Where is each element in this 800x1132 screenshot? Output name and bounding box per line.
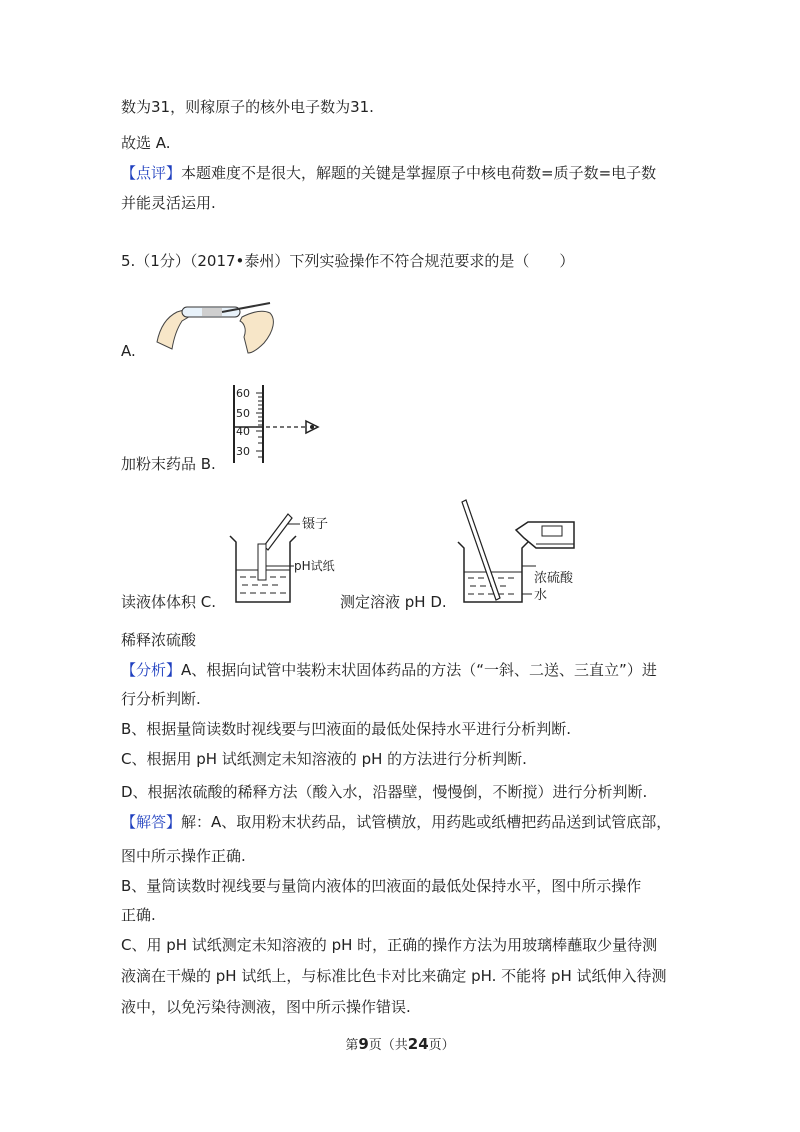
footer-post: 页） xyxy=(428,1038,455,1053)
figure-d-dilution xyxy=(456,498,616,608)
analysis-a xyxy=(121,660,657,680)
footer-page-number: 9 xyxy=(358,1035,369,1053)
answer-c-2: 液滴在干燥的 pH 试纸上，与标准比色卡对比来确定 pH. 不能将 pH 试纸伸入待测 xyxy=(121,967,667,985)
review-tag: 【点评】 xyxy=(121,164,182,182)
tweezers-icon xyxy=(264,514,292,550)
intro-line-2: 故选 A. xyxy=(121,134,171,152)
glass-rod-icon xyxy=(462,500,500,600)
analysis-a-2: 行分析判断. xyxy=(121,690,201,708)
answer-a-text: 解：A、取用粉末状药品，试管横放，用药匙或纸槽把药品送到试管底部， xyxy=(181,813,672,831)
answer-b: B、量筒读数时视线要与量筒内液体的凹液面的最低处保持水平，图中所示操作 xyxy=(121,877,642,895)
footer-pre: 第 xyxy=(345,1038,359,1053)
figure-b-cylinder-reading xyxy=(226,385,326,467)
cylinder-tick-40: 40 xyxy=(236,425,250,438)
review-line-2: 并能灵活运用. xyxy=(121,194,216,212)
label-tweezers: 镊子 xyxy=(302,517,329,532)
answer-c: C、用 pH 试纸测定未知溶液的 pH 时，正确的操作方法为用玻璃棒蘸取少量待测 xyxy=(121,936,658,954)
label-ph-paper: pH试纸 xyxy=(294,559,335,573)
answer-a xyxy=(121,812,671,832)
answer-tag: 【解答】 xyxy=(121,813,182,831)
option-d-text: 测定溶液 pH D. xyxy=(340,593,447,611)
option-b-text: 加粉末药品 B. xyxy=(121,455,216,473)
footer-mid: 页（共 xyxy=(368,1038,408,1053)
analysis-c: C、根据用 pH 试纸测定未知溶液的 pH 的方法进行分析判断. xyxy=(121,750,527,768)
figure-c-ph-test xyxy=(228,510,353,608)
analysis-a-text: A、根据向试管中装粉末状固体药品的方法（“一斜、二送、三直立”）进 xyxy=(181,661,657,679)
ph-paper-strip xyxy=(258,544,266,580)
analysis-d: D、根据浓硫酸的稀释方法（酸入水，沿器壁，慢慢倒，不断搅）进行分析判断. xyxy=(121,783,648,801)
cylinder-tick-60: 60 xyxy=(236,387,250,400)
review-text: 本题难度不是很大，解题的关键是掌握原子中核电荷数=质子数=电子数 xyxy=(181,164,657,182)
label-concentrated-acid: 浓硫酸 xyxy=(534,571,574,586)
analysis-tag: 【分析】 xyxy=(121,661,182,679)
answer-c-3: 液中，以免污染待测液，图中所示操作错误. xyxy=(121,998,411,1016)
intro-line-1: 数为31，则稼原子的核外电子数为31. xyxy=(121,98,374,116)
option-d-suffix: 稀释浓硫酸 xyxy=(121,631,197,649)
page-footer xyxy=(0,1034,800,1053)
option-c-text: 读液体体积 C. xyxy=(121,593,217,611)
cylinder-tick-50: 50 xyxy=(236,407,250,420)
figure-a-test-tube-illustration xyxy=(152,287,282,355)
cylinder-tick-30: 30 xyxy=(236,445,250,458)
analysis-b: B、根据量筒读数时视线要与凹液面的最低处保持水平进行分析判断. xyxy=(121,720,572,738)
option-a-label: A. xyxy=(121,342,136,360)
answer-a-2: 图中所示操作正确. xyxy=(121,847,246,865)
answer-b-2: 正确. xyxy=(121,906,156,924)
question-stem: 5.（1分）（2017•泰州）下列实验操作不符合规范要求的是（ ） xyxy=(121,252,575,270)
review-line xyxy=(121,163,656,183)
label-water: 水 xyxy=(534,588,548,603)
footer-total-pages: 24 xyxy=(407,1035,429,1053)
